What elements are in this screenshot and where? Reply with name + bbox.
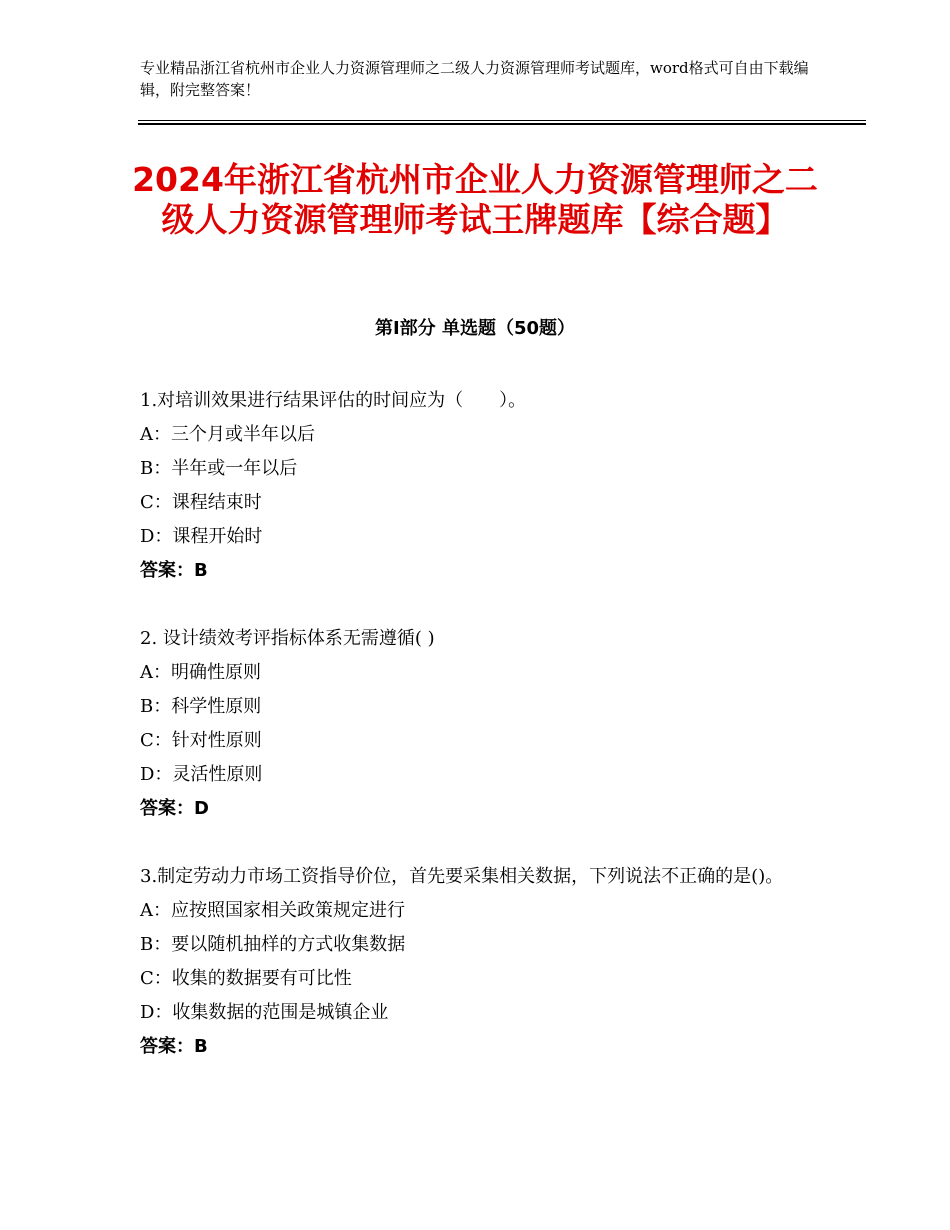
option-a: A：应按照国家相关政策规定进行 [140,900,405,921]
option-c: C：收集的数据要有可比性 [140,968,352,989]
section-title: 第Ⅰ部分 单选题（50题） [374,318,575,339]
option-b: B：科学性原则 [140,696,262,717]
question-stem: 3.制定劳动力市场工资指导价位，首先要采集相关数据，下列说法不正确的是()。 [140,866,784,887]
option-d: D：课程开始时 [140,526,263,547]
header-rule-thick [138,123,866,125]
option-b: B：要以随机抽样的方式收集数据 [140,934,406,955]
option-b: B：半年或一年以后 [140,458,298,479]
option-d: D：收集数据的范围是城镇企业 [140,1002,389,1023]
question-stem: 1.对培训效果进行结果评估的时间应为（ ）。 [140,390,527,411]
header-note: 专业精品浙江省杭州市企业人力资源管理师之二级人力资源管理师考试题库，word格式可自由下载编辑，附完整答案！ [140,59,809,99]
answer: 答案：D [140,798,209,819]
question-stem: 2. 设计绩效考评指标体系无需遵循( ) [140,628,435,649]
option-c: C：课程结束时 [140,492,262,513]
question-list [140,384,820,1098]
header-rule-thin [138,120,866,121]
question-1 [140,384,820,588]
question-2 [140,622,820,826]
question-3 [140,860,820,1064]
answer: 答案：B [140,1036,208,1057]
option-d: D：灵活性原则 [140,764,263,785]
option-a: A：三个月或半年以后 [140,424,315,445]
option-a: A：明确性原则 [140,662,261,683]
answer: 答案：B [140,560,208,581]
option-c: C：针对性原则 [140,730,262,751]
document-title: 2024年浙江省杭州市企业人力资源管理师之二级人力资源管理师考试王牌题库【综合题】 [132,160,818,239]
